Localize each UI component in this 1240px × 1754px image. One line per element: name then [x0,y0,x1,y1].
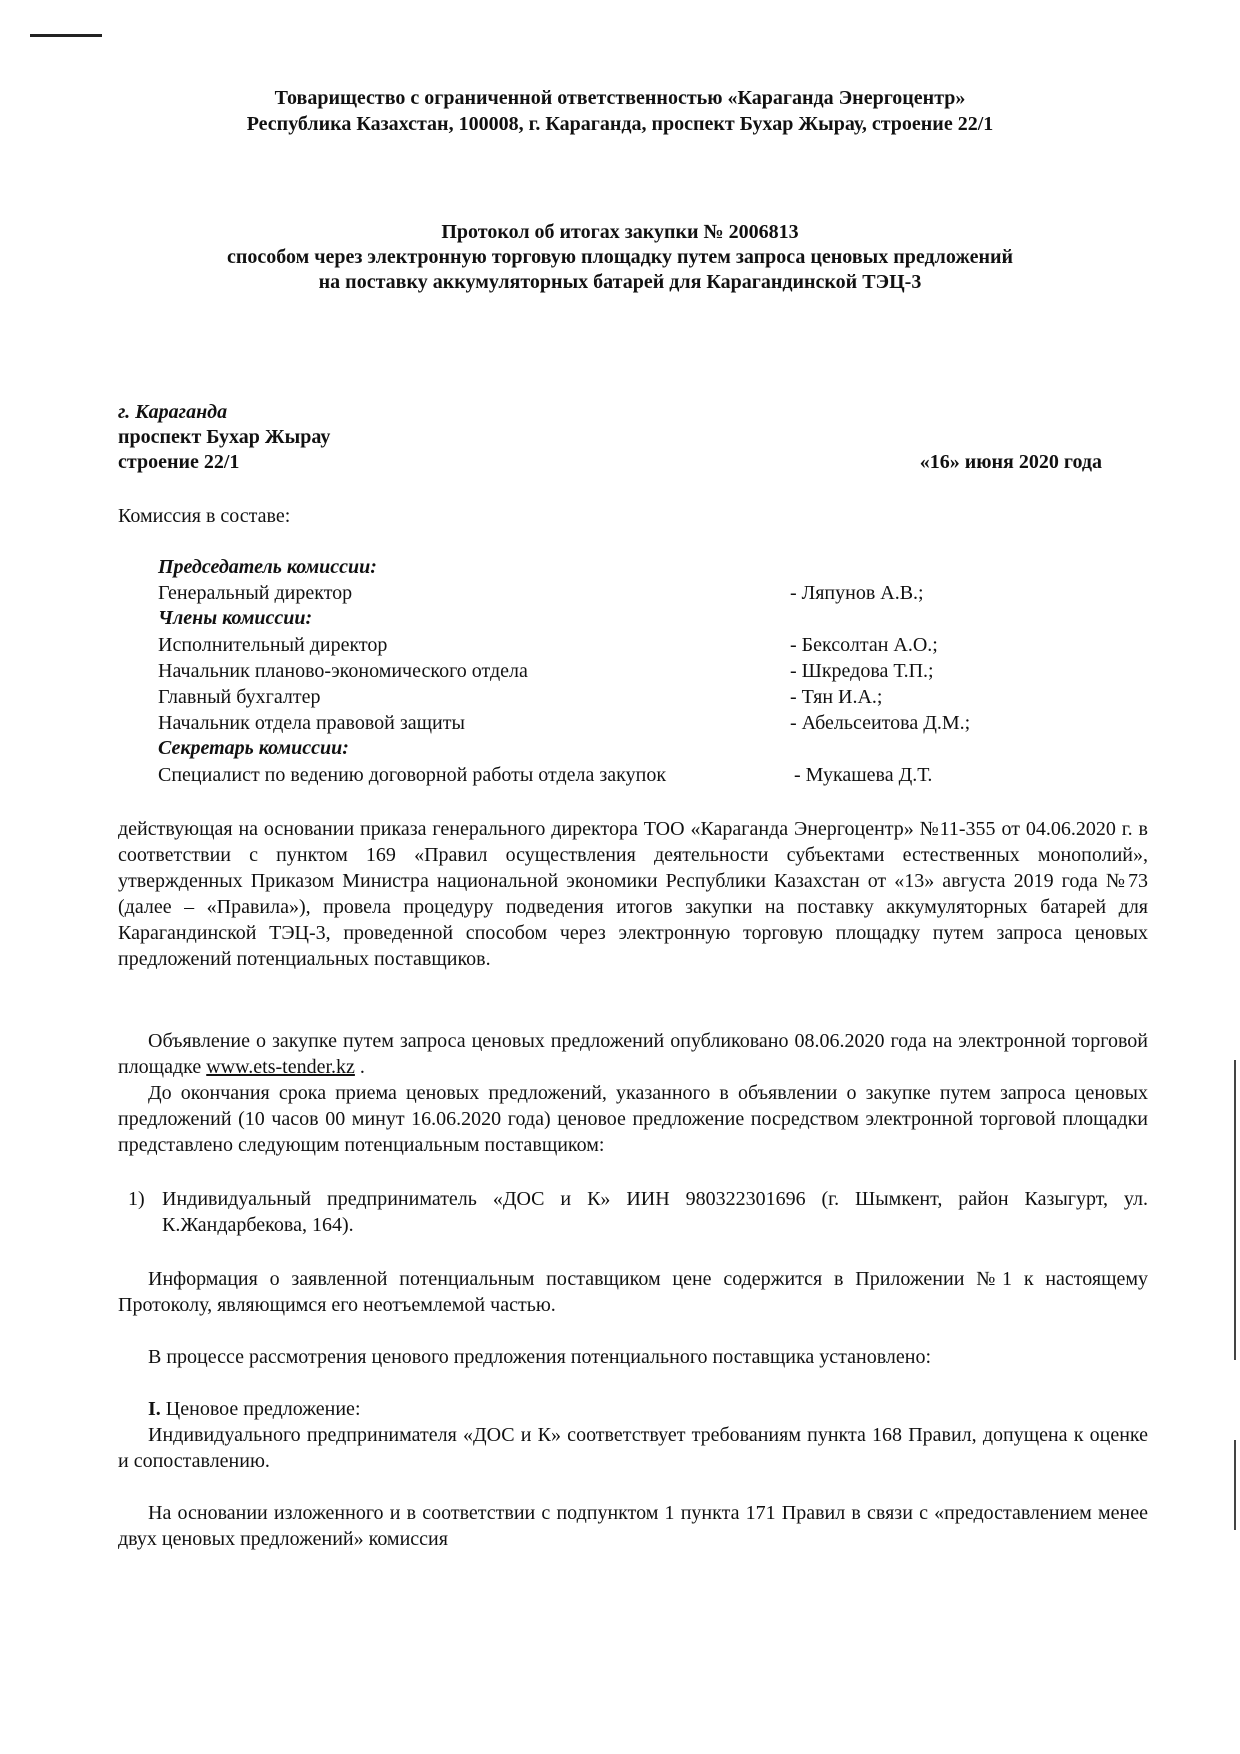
section-title: Ценовое предложение: [160,1398,361,1420]
protocol-subtitle-2: на поставку аккумуляторных батарей для Карагандинской ТЭЦ-3 [318,271,922,293]
place-building: строение 22/1 [118,451,240,473]
paragraph-conclusion: На основании изложенного и в соответствии с подпунктом 1 пункта 171 Правил в связи с «предоставлением менее двух ценовых предложений» комиссия [118,1502,1148,1550]
member-role: Исполнительный директор [158,634,388,656]
member-role: Начальник планово-экономического отдела [158,660,528,682]
announcement-end: . [354,1056,365,1078]
place-city: г. Караганда [118,401,228,423]
place-street: проспект Бухар Жырау [118,426,331,448]
members-label: Члены комиссии: [158,607,313,629]
member-name: - Шкредова Т.П.; [790,660,934,682]
paragraph-review: В процессе рассмотрения ценового предложения потенциального поставщика установлено: [148,1346,932,1368]
protocol-date: «16» июня 2020 года [919,451,1102,473]
supplier-text: Индивидуальный предприниматель «ДОС и К» ИИН 980322301696 (г. Шымкент, район Казыгурт, ул. К.Жандарбекова, 164). [162,1188,1148,1236]
scan-edge-right-2 [1234,1440,1236,1530]
paragraph-compliance: Индивидуального предпринимателя «ДОС и К» соответствует требованиям пункта 168 Правил, допущена к оценке и сопоставлению. [118,1424,1148,1472]
member-name: - Бексолтан А.О.; [790,634,938,656]
org-address: Республика Казахстан, 100008, г. Караганда, проспект Бухар Жырау, строение 22/1 [246,113,994,135]
member-role: Главный бухгалтер [158,686,321,708]
scan-edge-right-1 [1234,1060,1236,1360]
section-heading [148,1396,361,1422]
section-number: I. [148,1398,161,1420]
announcement-text: Объявление о закупке путем запроса ценовых предложений опубликовано 08.06.2020 года на электронной торговой площадке [118,1030,1148,1078]
protocol-subtitle-1: способом через электронную торговую площадку путем запроса ценовых предложений [226,246,1014,268]
secretary-name: - Мукашева Д.Т. [794,764,933,786]
commission-intro: Комиссия в составе: [118,505,291,527]
member-role: Начальник отдела правовой защиты [158,712,465,734]
secretary-role: Специалист по ведению договорной работы отдела закупок [158,764,667,786]
member-name: - Тян И.А.; [790,686,883,708]
org-name: Товарищество с ограниченной ответственностью «Караганда Энергоцентр» [274,87,966,109]
chair-name: - Ляпунов А.В.; [790,582,924,604]
scan-mark-top-left [30,34,102,37]
paragraph-basis: действующая на основании приказа генерального директора ТОО «Караганда Энергоцентр» №11-355 от 04.06.2020 г. в соответствии с пунктом 169 «Правил осуществления деятельности субъектами естественных монополий», утвержденных Приказом Министра национальной экономики Республики Казахстан от «13» августа 2019 года №73 (далее – «Правила»), провела процедуру подведения итогов закупки на поставку аккумуляторных батарей для Карагандинской ТЭЦ-3, проведенной способом через электронную торговую площадку путем запроса ценовых предложений потенциальных поставщиков. [118,818,1148,970]
paragraph-announcement [118,1028,1148,1080]
paragraph-deadline: До окончания срока приема ценовых предложений, указанного в объявлении о закупке путем запроса ценовых предложений (10 часов 00 минут 16.06.2020 года) ценовое предложение посредством электронной торговой площадки представлено следующим потенциальным поставщиком: [118,1082,1148,1156]
paragraph-price-info: Информация о заявленной потенциальным поставщиком цене содержится в Приложении №1 к настоящему Протоколу, являющимся его неотъемлемой частью. [118,1268,1148,1316]
protocol-title: Протокол об итогах закупки № 2006813 [441,221,799,243]
chair-label: Председатель комиссии: [158,556,377,578]
chair-role: Генеральный директор [158,582,353,604]
ets-tender-link[interactable]: www.ets-tender.kz [206,1056,355,1078]
member-name: - Абельсеитова Д.М.; [790,712,971,734]
supplier-list-item [128,1186,1148,1238]
list-number: 1) [128,1188,145,1210]
secretary-label: Секретарь комиссии: [158,737,349,759]
